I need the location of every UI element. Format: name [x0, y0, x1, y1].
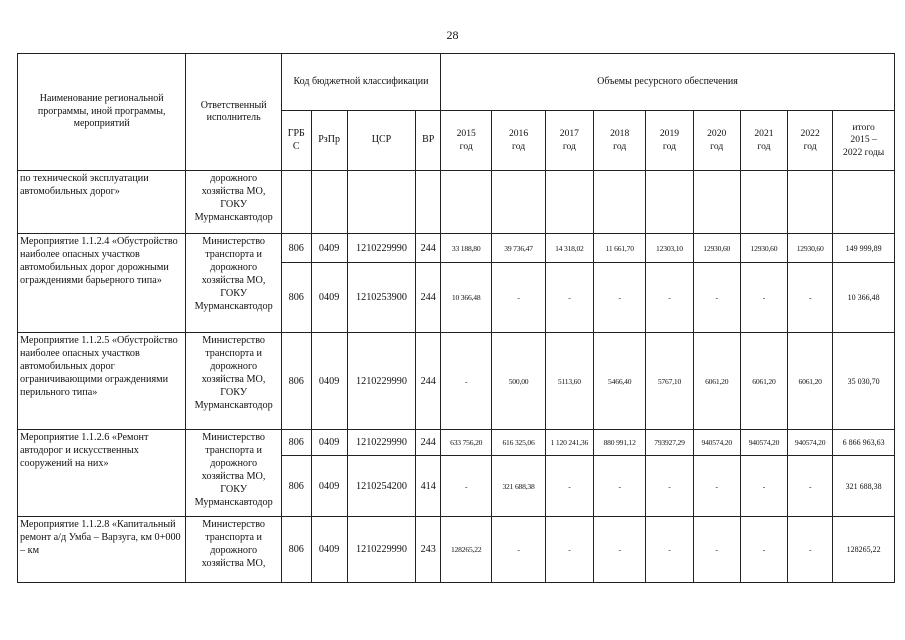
header-vr: ВР [416, 111, 441, 171]
cell-vr: 244 [416, 263, 441, 333]
cell-rzpr: 0409 [311, 517, 347, 583]
row-executor: Министерство транспорта и дорожного хозяйства МО, ГОКУ Мурманскавтодор [186, 430, 281, 517]
cell-total: 6 866 963,63 [833, 430, 895, 456]
cell-total: 149 999,89 [833, 234, 895, 263]
cell-value: 940574,20 [740, 430, 787, 456]
cell-grbs: 806 [281, 517, 311, 583]
cell-rzpr: 0409 [311, 430, 347, 456]
cell-total: 35 030,70 [833, 333, 895, 430]
cell-rzpr: 0409 [311, 263, 347, 333]
header-budget-code: Код бюджетной классификации [281, 54, 440, 111]
cell-value: - [545, 263, 593, 333]
cell-csr: 1210254200 [347, 456, 416, 517]
row-name: Мероприятие 1.1.2.4 «Обустройство наиболее опасных участков автомобильных дорог дорожными ограждениями барьерного типа» [18, 234, 186, 333]
cell-value: 128265,22 [441, 517, 492, 583]
cell-value: 6061,20 [740, 333, 787, 430]
cell-value: - [693, 263, 740, 333]
cell-csr: 1210253900 [347, 263, 416, 333]
header-executor-column: Ответственный исполнитель [186, 54, 281, 171]
cell-csr: 1210229990 [347, 234, 416, 263]
cell-value: 5767,10 [646, 333, 693, 430]
cell-value: 5466,40 [594, 333, 646, 430]
cell-value: 500,00 [492, 333, 545, 430]
cell-rzpr: 0409 [311, 333, 347, 430]
cell-grbs: 806 [281, 430, 311, 456]
cell-value: 12303,10 [646, 234, 693, 263]
cell-total: 128265,22 [833, 517, 895, 583]
cell-value: - [788, 456, 833, 517]
cell-value: - [693, 456, 740, 517]
header-year: 2018 год [594, 111, 646, 171]
row-name: Мероприятие 1.1.2.5 «Обустройство наиболее опасных участков автомобильных дорог ограничивающими ограждениями перильного типа» [18, 333, 186, 430]
cell-value: - [441, 456, 492, 517]
cell-rzpr: 0409 [311, 234, 347, 263]
cell-rzpr: 0409 [311, 456, 347, 517]
header-total: итого 2015 – 2022 годы [833, 111, 895, 171]
cell-value: 880 991,12 [594, 430, 646, 456]
row-name: Мероприятие 1.1.2.6 «Ремонт автодорог и искусственных сооружений на них» [18, 430, 186, 517]
row-name: Мероприятие 1.1.2.8 «Капитальный ремонт а/д Умба – Варзуга, км 0+000 – км [18, 517, 186, 583]
table-row [18, 171, 895, 234]
cell-total: 10 366,48 [833, 263, 895, 333]
budget-table [17, 53, 895, 583]
cell-value: 793927,29 [646, 430, 693, 456]
cell-value: - [594, 456, 646, 517]
header-name-column: Наименование региональной программы, иной программы, мероприятий [18, 54, 186, 171]
row-executor: Министерство транспорта и дорожного хозяйства МО, ГОКУ Мурманскавтодор [186, 333, 281, 430]
cell-value: - [740, 456, 787, 517]
cell-value: - [646, 517, 693, 583]
cell-value: 940574,20 [693, 430, 740, 456]
cell-csr: 1210229990 [347, 430, 416, 456]
cell-value: - [788, 517, 833, 583]
cell-value: - [740, 263, 787, 333]
row-name: по технической эксплуатации автомобильных дорог» [18, 171, 186, 234]
header-year: 2022 год [788, 111, 833, 171]
cell-value: 940574,20 [788, 430, 833, 456]
header-resources: Объемы ресурсного обеспечения [441, 54, 895, 111]
cell-csr: 1210229990 [347, 517, 416, 583]
row-executor: дорожного хозяйства МО, ГОКУ Мурманскавтодор [186, 171, 281, 234]
cell-value: 5113,60 [545, 333, 593, 430]
table-row [18, 517, 895, 583]
cell-grbs: 806 [281, 263, 311, 333]
cell-value: - [646, 456, 693, 517]
table-row [18, 333, 895, 430]
cell-value: 633 756,20 [441, 430, 492, 456]
table-row [18, 234, 895, 263]
cell-value: 6061,20 [693, 333, 740, 430]
cell-value: - [545, 517, 593, 583]
cell-total: 321 688,38 [833, 456, 895, 517]
cell-value: 616 325,06 [492, 430, 545, 456]
cell-grbs: 806 [281, 333, 311, 430]
cell-value: - [441, 333, 492, 430]
cell-vr: 244 [416, 430, 441, 456]
header-year: 2019 год [646, 111, 693, 171]
header-year: 2016 год [492, 111, 545, 171]
cell-vr: 243 [416, 517, 441, 583]
row-executor: Министерство транспорта и дорожного хозяйства МО, ГОКУ Мурманскавтодор [186, 234, 281, 333]
table-row [18, 430, 895, 456]
cell-value: - [788, 263, 833, 333]
cell-value: 321 688,38 [492, 456, 545, 517]
header-year: 2017 год [545, 111, 593, 171]
header-csr: ЦСР [347, 111, 416, 171]
header-grbs: ГРБ С [281, 111, 311, 171]
cell-value: - [693, 517, 740, 583]
cell-value: - [594, 517, 646, 583]
header-year: 2015 год [441, 111, 492, 171]
row-executor: Министерство транспорта и дорожного хозяйства МО, [186, 517, 281, 583]
cell-value: - [492, 517, 545, 583]
header-year: 2020 год [693, 111, 740, 171]
header-rzpr: РзПр [311, 111, 347, 171]
cell-value: 12930,60 [788, 234, 833, 263]
cell-value: - [740, 517, 787, 583]
cell-grbs: 806 [281, 456, 311, 517]
cell-vr: 244 [416, 234, 441, 263]
cell-value: - [646, 263, 693, 333]
cell-value: 10 366,48 [441, 263, 492, 333]
cell-value: - [594, 263, 646, 333]
cell-value: - [492, 263, 545, 333]
cell-vr: 244 [416, 333, 441, 430]
cell-value: 6061,20 [788, 333, 833, 430]
cell-csr: 1210229990 [347, 333, 416, 430]
cell-value: 11 661,70 [594, 234, 646, 263]
header-year: 2021 год [740, 111, 787, 171]
cell-value: 12930,60 [693, 234, 740, 263]
cell-value: 39 736,47 [492, 234, 545, 263]
cell-value: 33 188,80 [441, 234, 492, 263]
cell-value: 1 120 241,36 [545, 430, 593, 456]
cell-vr: 414 [416, 456, 441, 517]
cell-grbs: 806 [281, 234, 311, 263]
cell-value: - [545, 456, 593, 517]
cell-value: 12930,60 [740, 234, 787, 263]
cell-value: 14 318,02 [545, 234, 593, 263]
page-number: 28 [446, 28, 459, 42]
